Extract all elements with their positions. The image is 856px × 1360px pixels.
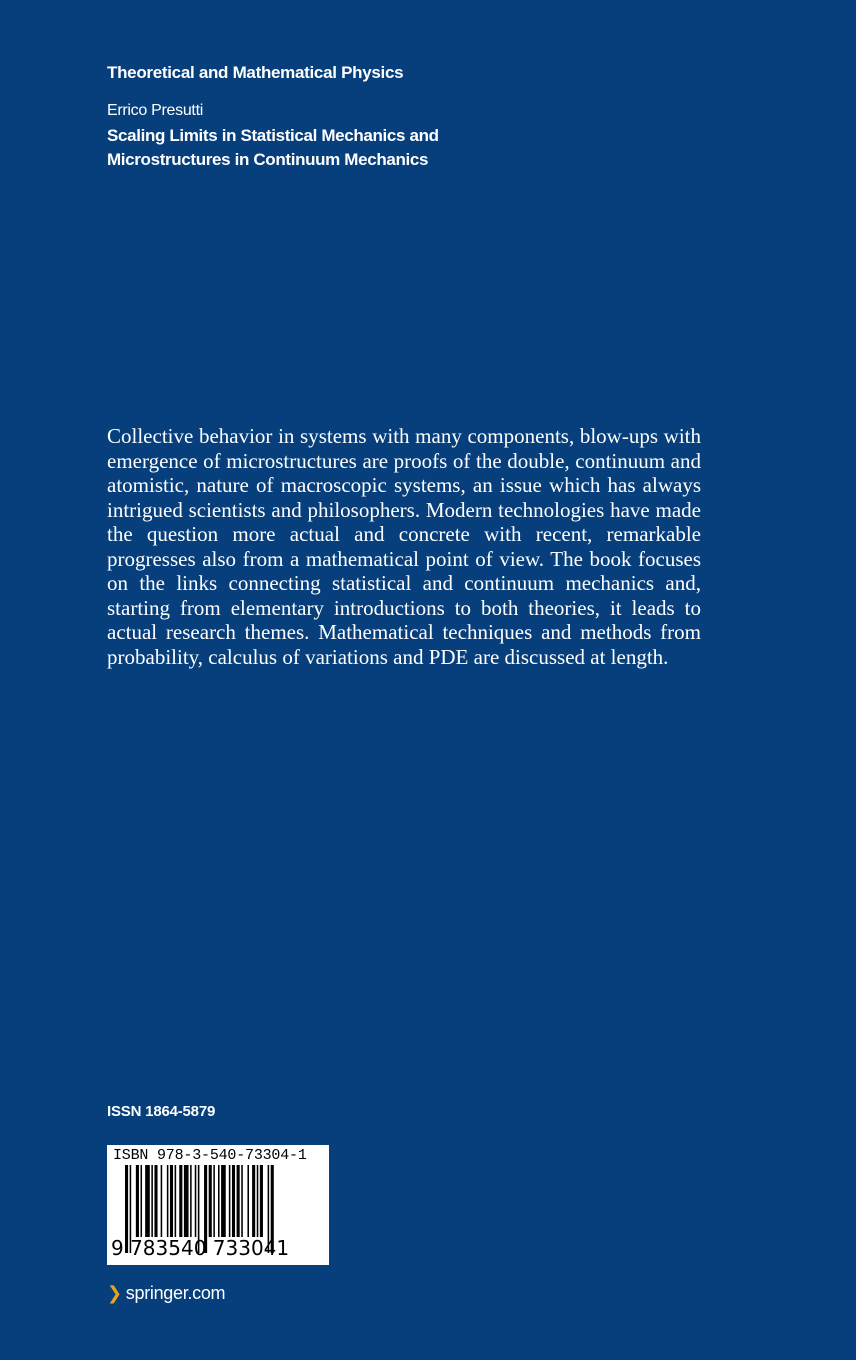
publisher-url[interactable]: springer.com: [125, 1283, 226, 1303]
barcode-digits: 9 783540 733041: [111, 1236, 290, 1260]
book-title-line-2: Microstructures in Continuum Mechanics: [107, 150, 429, 169]
series-title: Theoretical and Mathematical Physics: [107, 63, 404, 82]
publisher-link[interactable]: [107, 1283, 225, 1304]
book-title: [107, 124, 439, 172]
chevron-right-icon: ❯: [107, 1283, 122, 1304]
book-description: Collective behavior in systems with many components, blow-ups with emergence of microstructures are proofs of the double, continuum and atomistic, nature of macroscopic systems, an issue which has always intrigued scientists and philosophers. Modern technologies have made the question more actual and concrete with recent, remarkable progresses also from a mathematical point of view. The book focuses on the links connecting statistical and continuum mechanics and, starting from elementary introductions to both theories, it leads to actual research themes. Mathematical techniques and methods from probability, calculus of variations and PDE are discussed at length.: [107, 424, 701, 669]
issn-number: ISSN 1864-5879: [107, 1103, 216, 1120]
isbn-label: ISBN 978-3-540-73304-1: [113, 1147, 307, 1164]
book-title-line-1: Scaling Limits in Statistical Mechanics and: [107, 126, 439, 145]
isbn-barcode: [107, 1145, 329, 1265]
author-name: Errico Presutti: [107, 102, 203, 119]
